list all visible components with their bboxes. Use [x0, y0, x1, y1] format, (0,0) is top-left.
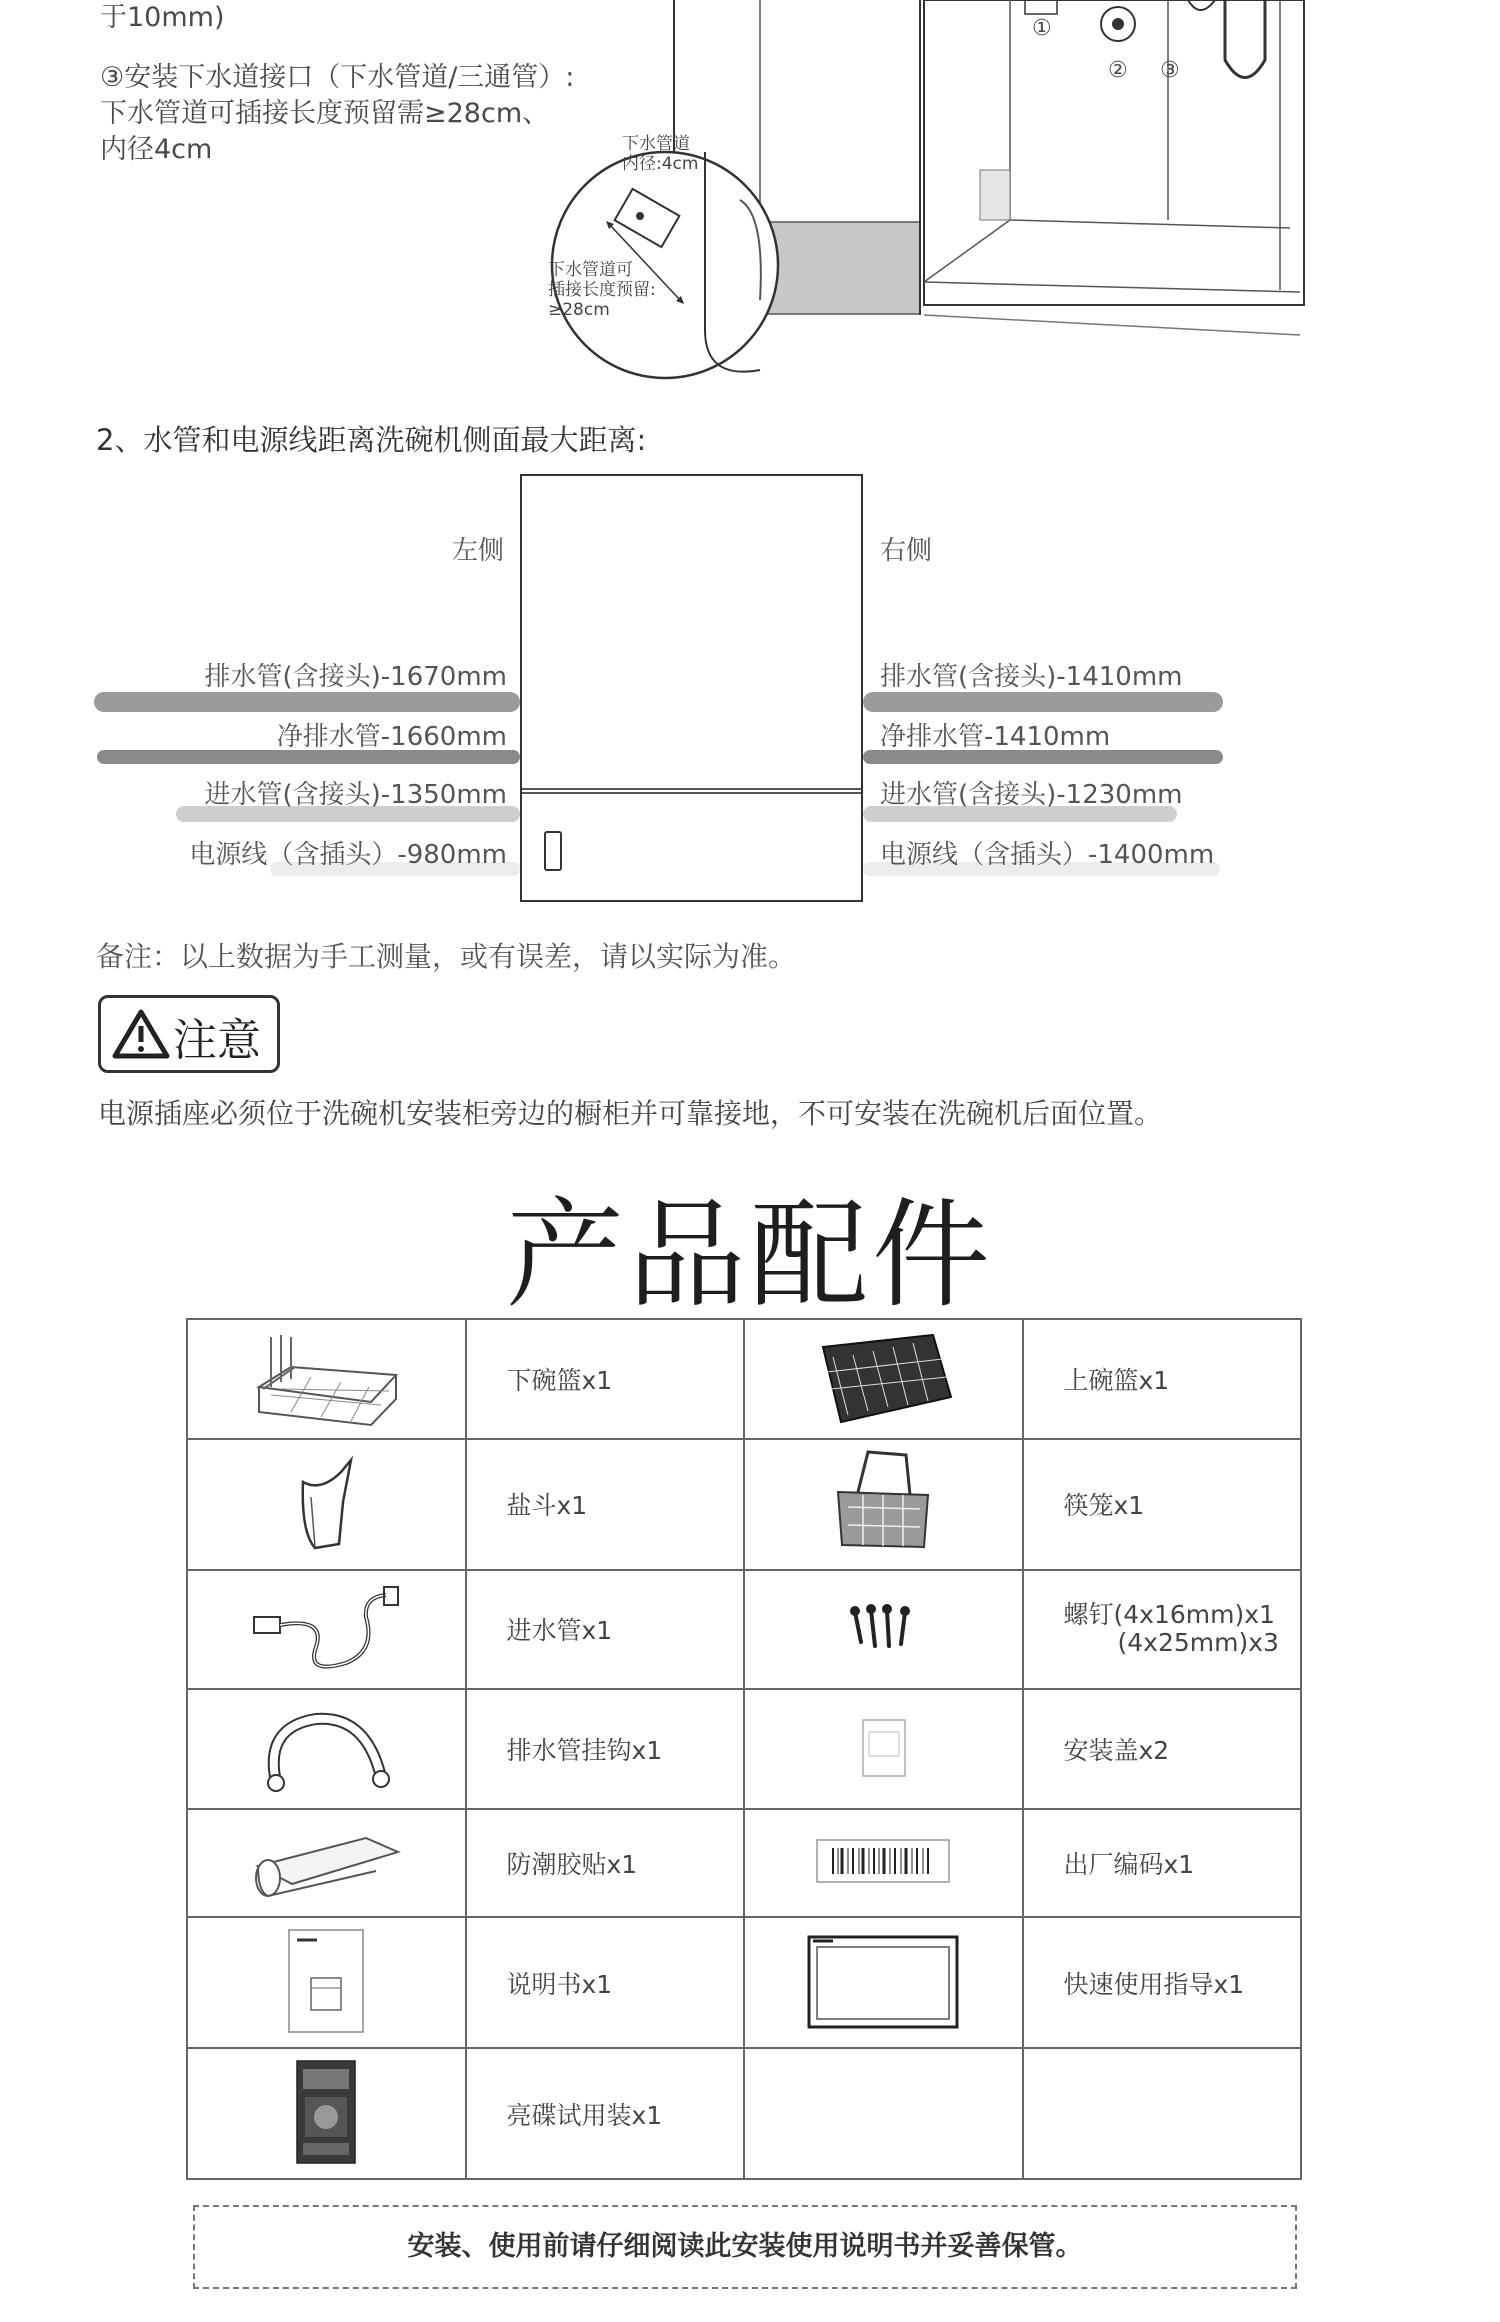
drain-hook-name: 排水管挂钩x1 [466, 1689, 745, 1809]
moisture-film-icon [246, 1816, 406, 1906]
right-label-drain: 排水管(含接头)-1410mm [880, 662, 1183, 692]
screws-icon [843, 1602, 923, 1652]
table-row [187, 1570, 1301, 1690]
dishwasher-handle [544, 831, 562, 871]
step3-line2: 内径4cm [100, 134, 213, 165]
warning-label: 注意 [173, 1015, 261, 1066]
inlet-hose-cell [187, 1570, 466, 1690]
left-side-label: 左侧 [452, 536, 505, 566]
accessories-table [186, 1318, 1302, 2180]
salt-funnel-icon [281, 1452, 371, 1552]
upper-basket-cell [744, 1319, 1023, 1439]
barcode-cell [744, 1809, 1023, 1917]
manual-name: 说明书x1 [466, 1917, 745, 2048]
step3-title: ③安装下水道接口（下水管道/三通管）: [100, 62, 575, 93]
moisture-film-cell [187, 1809, 466, 1917]
quick-guide-name: 快速使用指导x1 [1023, 1917, 1302, 2048]
salt-funnel-name: 盐斗x1 [466, 1439, 745, 1570]
table-row [187, 1439, 1301, 1570]
left-label-power: 电源线（含插头）-980mm [189, 840, 507, 870]
barcode-name: 出厂编码x1 [1023, 1809, 1302, 1917]
intro-fragment: 于10mm) [100, 2, 225, 33]
warning-triangle-icon [111, 1004, 171, 1064]
manual-icon [281, 1926, 371, 2036]
footer-notice: 安装、使用前请仔细阅读此安装使用说明书并妥善保管。 [193, 2205, 1297, 2289]
step3-line1: 下水管道可插接长度预留需≥28cm、 [100, 98, 550, 129]
warning-badge [98, 995, 280, 1073]
cutlery-basket-name: 筷笼x1 [1023, 1439, 1302, 1570]
marker-3: ③ [1160, 58, 1180, 83]
marker-2: ② [1108, 58, 1128, 83]
salt-funnel-cell [187, 1439, 466, 1570]
lower-basket-cell [187, 1319, 466, 1439]
inlet-hose-icon [246, 1577, 406, 1677]
warning-text: 电源插座必须位于洗碗机安装柜旁边的橱柜并可靠接地，不可安装在洗碗机后面位置。 [98, 1097, 1163, 1130]
callout-diameter: 下水管道 内径:4cm [622, 134, 699, 174]
empty-cell [744, 2048, 1023, 2179]
left-label-inlet: 进水管(含接头)-1350mm [204, 780, 507, 810]
barcode-icon [813, 1836, 953, 1886]
callout-length: 下水管道可 插接长度预留: ≥28cm [548, 260, 656, 320]
upper-basket-icon [813, 1327, 953, 1427]
table-row [187, 1917, 1301, 2048]
lower-basket-name: 下碗篮x1 [466, 1319, 745, 1439]
table-row [187, 1809, 1301, 1917]
screws-cell [744, 1570, 1023, 1690]
dishwasher-front [520, 474, 863, 902]
left-label-net-drain: 净排水管-1660mm [276, 722, 507, 752]
upper-basket-name: 上碗篮x1 [1023, 1319, 1302, 1439]
install-cover-cell [744, 1689, 1023, 1809]
drain-hook-cell [187, 1689, 466, 1809]
left-bar-drain [94, 692, 520, 712]
cutlery-basket-icon [828, 1447, 938, 1557]
right-label-power: 电源线（含插头）-1400mm [880, 840, 1215, 870]
cutlery-basket-cell [744, 1439, 1023, 1570]
table-row [187, 1319, 1301, 1439]
empty-cell [1023, 2048, 1302, 2179]
drain-hook-icon [256, 1697, 396, 1797]
table-row [187, 2048, 1301, 2179]
dishwasher-door-divider [522, 788, 861, 794]
installation-illustration [0, 0, 1500, 400]
install-cover-icon [853, 1712, 913, 1782]
left-label-drain: 排水管(含接头)-1670mm [204, 662, 507, 692]
quick-guide-cell [744, 1917, 1023, 2048]
lower-basket-icon [251, 1327, 401, 1427]
right-bar-drain [863, 692, 1223, 712]
accessories-title: 产品配件 [505, 1186, 994, 1324]
moisture-film-name: 防潮胶贴x1 [466, 1809, 745, 1917]
right-label-net-drain: 净排水管-1410mm [880, 722, 1111, 752]
screws-name: 螺钉(4x16mm)x1 (4x25mm)x3 [1023, 1570, 1302, 1690]
inlet-hose-name: 进水管x1 [466, 1570, 745, 1690]
rinse-aid-sample-icon [291, 2057, 361, 2167]
marker-1: ① [1032, 16, 1052, 41]
table-row [187, 1689, 1301, 1809]
install-cover-name: 安装盖x2 [1023, 1689, 1302, 1809]
right-side-label: 右侧 [880, 536, 933, 566]
rinse-aid-cell [187, 2048, 466, 2179]
right-label-inlet: 进水管(含接头)-1230mm [880, 780, 1183, 810]
distance-heading: 2、水管和电源线距离洗碗机侧面最大距离: [96, 423, 647, 457]
rinse-aid-name: 亮碟试用装x1 [466, 2048, 745, 2179]
manual-cell [187, 1917, 466, 2048]
quick-guide-icon [803, 1931, 963, 2031]
measurement-remark: 备注：以上数据为手工测量，或有误差，请以实际为准。 [96, 940, 797, 973]
